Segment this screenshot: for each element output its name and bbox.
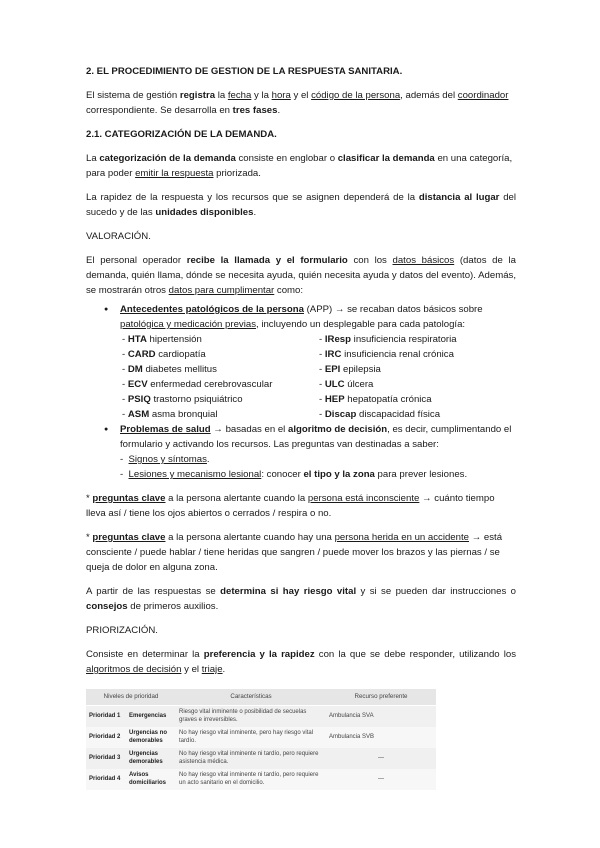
valoracion-heading: VALORACIÓN. — [86, 231, 151, 242]
pathology-right-column — [319, 332, 516, 422]
pathology-item: - IResp insuficiencia respiratoria — [319, 334, 457, 345]
section-2-intro: El sistema de gestión registra la fecha y la hora y el código de la persona, además del coordinador correspondiente. Se desarrolla en tres fases. — [86, 90, 509, 116]
document-page — [86, 64, 516, 790]
section-2-heading: 2. EL PROCEDIMIENTO DE GESTION DE LA RESPUESTA SANITARIA. — [86, 66, 403, 77]
valoracion-paragraph: El personal operador recibe la llamada y el formulario con los datos básicos (datos de la demanda, quién llama, dónde se necesita ayuda, quién necesita ayuda y datos del evento). Además, se mostrarán otros datos para cumplimentar como: — [86, 255, 516, 296]
table-header: Características — [176, 689, 326, 706]
pathology-item: - DM diabetes mellitus — [122, 364, 217, 375]
pathology-item: - IRC insuficiencia renal crónica — [319, 349, 454, 360]
list-item-app: ● Antecedentes patológicos de la persona (APP) → se recaban datos básicos sobre patológica y medicación previas, incluyendo un desplegable para cada patología: - HTA hipertensión - CARD cardiopatía - DM diabetes mellitus - ECV enfermedad cerebrovascular - PSIQ trastorno psiquiátrico - ASM asma bronquial - IResp insuficiencia respiratoria - IRC insuficiencia renal crónica - EPI epilepsia - ULC úlcera - HEP hepatopatía crónica - Discap discapacidad física — [86, 302, 516, 422]
pathology-item: - HEP hepatopatía crónica — [319, 394, 432, 405]
preguntas-clave-accidente: * preguntas clave a la persona alertante cuando hay una persona herida en un accidente → está consciente / puede hablar / tiene heridas que sangren / puede mover los brazos y las piernas / se queja de dolor en alguna zona. — [86, 532, 503, 573]
respuestas-paragraph: A partir de las respuestas se determina si hay riesgo vital y si se pueden dar instrucciones o consejos de primeros auxilios. — [86, 586, 516, 612]
pathology-item: - CARD cardiopatía — [122, 349, 206, 360]
pathology-item: - PSIQ trastorno psiquiátrico — [122, 394, 243, 405]
datos-list — [86, 302, 516, 482]
categorizacion-paragraph: La categorización de la demanda consiste en englobar o clasificar la demanda en una categoría, para poder emitir la respuesta priorizada. — [86, 153, 513, 179]
section-2-1-heading: 2.1. CATEGORIZACIÓN DE LA DEMANDA. — [86, 129, 277, 140]
pathology-item: - ULC úlcera — [319, 379, 374, 390]
pathology-item: - Discap discapacidad física — [319, 409, 441, 420]
pathology-item: - ASM asma bronquial — [122, 409, 218, 420]
table-header: Recurso preferente — [326, 689, 436, 706]
pathology-item: - ECV enfermedad cerebrovascular — [122, 379, 273, 390]
table-row: Prioridad 2 Urgencias no demorables No hay riesgo vital inminente, pero hay riesgo vital tardío. Ambulancia SVB — [86, 727, 436, 748]
priorizacion-heading: PRIORIZACIÓN. — [86, 625, 158, 636]
table-row: Prioridad 1 Emergencias Riesgo vital inminente o posibilidad de secuelas graves e irreversibles. Ambulancia SVA — [86, 706, 436, 728]
pathology-columns — [122, 332, 516, 422]
sub-item-signos: - Signos y síntomas. — [120, 454, 210, 465]
pathology-left-column — [122, 332, 319, 422]
pathology-item: - HTA hipertensión — [122, 334, 202, 345]
sub-item-lesiones: - Lesiones y mecanismo lesional: conocer el tipo y la zona para prever lesiones. — [120, 469, 468, 480]
table-row: Prioridad 3 Urgencias demorables No hay riesgo vital inminente ni tardío, pero requiere asistencia médica. — — [86, 748, 436, 769]
priorizacion-paragraph: Consiste en determinar la preferencia y la rapidez con la que se debe responder, utilizando los algoritmos de decisión y el triaje. — [86, 649, 517, 675]
list-item-problemas-salud: ● Problemas de salud → basadas en el algoritmo de decisión, es decir, cumplimentando el formulario y activando los recursos. Las preguntas van destinadas a saber: - Signos y síntomas. - Lesiones y mecanismo lesional: conocer el tipo y la zona para prever lesiones. — [86, 422, 516, 482]
table-header: Niveles de prioridad — [86, 689, 176, 706]
table-row: Prioridad 4 Avisos domiciliarios No hay riesgo vital inminente ni tardío, pero requiere un acto sanitario en el domicilio. — — [86, 769, 436, 790]
pathology-item: - EPI epilepsia — [319, 364, 381, 375]
priority-table — [86, 689, 436, 790]
preguntas-clave-inconsciente: * preguntas clave a la persona alertante cuando la persona está inconsciente → cuánto tiempo lleva así / tiene los ojos abiertos o cerrados / respira o no. — [86, 493, 495, 519]
rapidez-paragraph: La rapidez de la respuesta y los recursos que se asignen dependerá de la distancia al lugar del sucedo y de las unidades disponibles. — [86, 192, 516, 218]
